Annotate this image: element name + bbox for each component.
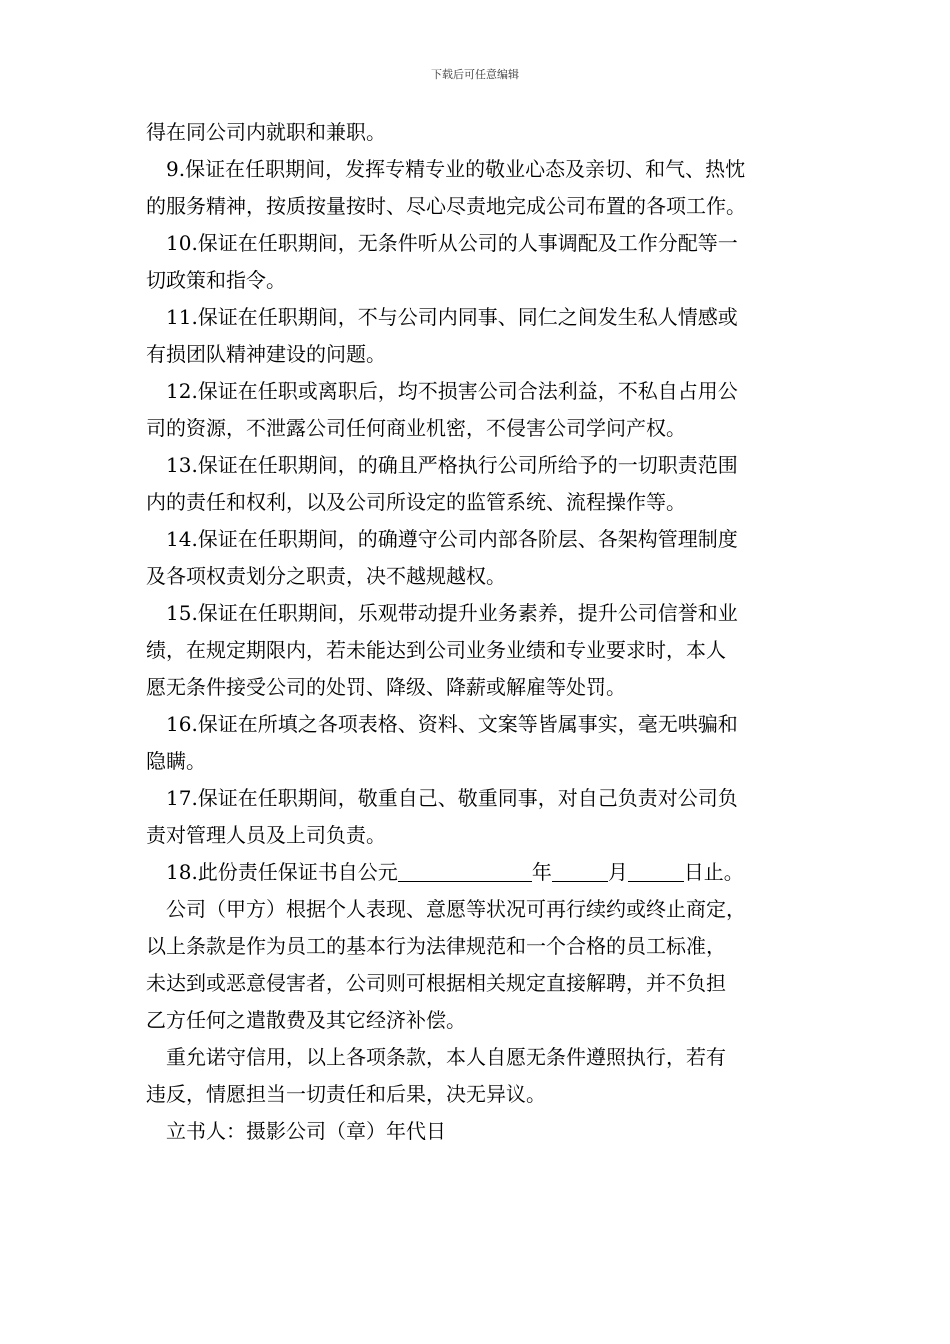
text-line: 切政策和指令。 <box>146 268 286 292</box>
page-header: 下载后可任意编辑 <box>431 68 519 81</box>
day-label: 日止。 <box>683 860 744 884</box>
text-line: 14.保证在任职期间，的确遵守公司内部各阶层、各架构管理制度 <box>166 527 738 551</box>
text-line: 司的资源，不泄露公司任何商业机密，不侵害公司学问产权。 <box>146 416 686 440</box>
text-line: 11.保证在任职期间，不与公司内同事、同仁之间发生私人情感或 <box>166 305 738 329</box>
year-label: 年 <box>531 860 552 884</box>
clause-list <box>146 114 818 854</box>
text-line: 15.保证在任职期间，乐观带动提升业务素养，提升公司信誉和业 <box>166 601 738 625</box>
term-line <box>146 854 818 891</box>
text-line: 10.保证在任职期间，无条件听从公司的人事调配及工作分配等一 <box>166 231 738 255</box>
document-body <box>146 114 818 1150</box>
text-line: 以上条款是作为员工的基本行为法律规范和一个合格的员工标准， <box>146 934 726 958</box>
text-line: 乙方任何之遣散费及其它经济补偿。 <box>146 1008 466 1032</box>
text-line: 16.保证在所填之各项表格、资料、文案等皆属事实，毫无哄骗和 <box>166 712 738 736</box>
month-blank[interactable] <box>552 859 608 882</box>
text-line: 愿无条件接受公司的处罚、降级、降薪或解雇等处罚。 <box>146 675 626 699</box>
year-blank[interactable] <box>398 859 532 882</box>
closing-section <box>146 891 818 1150</box>
text-line: 重允诺守信用，以上各项条款，本人自愿无条件遵照执行，若有 <box>166 1045 726 1069</box>
text-line: 内的责任和权利，以及公司所设定的监管系统、流程操作等。 <box>146 490 686 514</box>
month-label: 月 <box>607 860 628 884</box>
text-line: 13.保证在任职期间，的确且严格执行公司所给予的一切职责范围 <box>166 453 738 477</box>
text-line: 得在同公司内就职和兼职。 <box>146 120 386 144</box>
text-line: 绩，在规定期限内，若未能达到公司业务业绩和专业要求时，本人 <box>146 638 726 662</box>
text-line: 有损团队精神建设的问题。 <box>146 342 386 366</box>
day-blank[interactable] <box>628 859 684 882</box>
term-prefix: 18.此份责任保证书自公元 <box>166 860 398 884</box>
text-line: 及各项权责划分之职责，决不越规越权。 <box>146 564 506 588</box>
text-line: 立书人：摄影公司（章）年代日 <box>166 1119 446 1143</box>
text-line: 隐瞒。 <box>146 749 206 773</box>
text-line: 未达到或恶意侵害者，公司则可根据相关规定直接解聘，并不负担 <box>146 971 726 995</box>
text-line: 的服务精神，按质按量按时、尽心尽责地完成公司布置的各项工作。 <box>146 194 746 218</box>
text-line: 9.保证在任职期间，发挥专精专业的敬业心态及亲切、和气、热忱 <box>166 157 746 181</box>
text-line: 17.保证在任职期间，敬重自己、敬重同事，对自己负责对公司负 <box>166 786 738 810</box>
text-line: 公司（甲方）根据个人表现、意愿等状况可再行续约或终止商定， <box>166 897 746 921</box>
text-line: 责对管理人员及上司负责。 <box>146 823 386 847</box>
text-line: 违反，情愿担当一切责任和后果，决无异议。 <box>146 1082 546 1106</box>
text-line: 12.保证在任职或离职后，均不损害公司合法利益，不私自占用公 <box>166 379 738 403</box>
